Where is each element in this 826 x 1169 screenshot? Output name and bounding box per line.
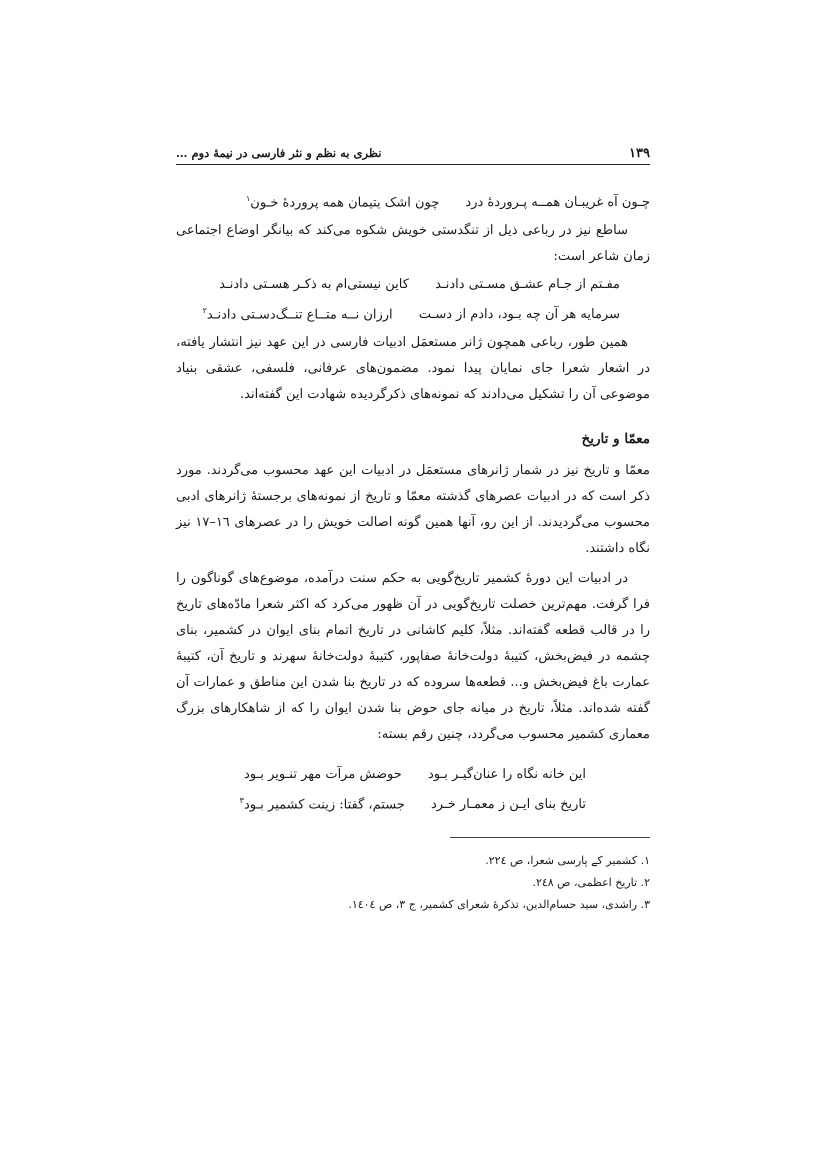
footnote-rule: [450, 837, 650, 838]
verse-couplet-3: [203, 298, 620, 328]
verse-couplet-1: [246, 186, 650, 216]
page-number: ۱۳۹: [629, 146, 650, 161]
verse-hemistich: کاین نیستی‌ام به ذکـر هسـتی دادنـد: [219, 277, 409, 292]
header-rule: [176, 164, 650, 165]
verse-hemistich: چون اشک یتیمان همه پروردهٔ خـون$^۱$: [245, 194, 440, 211]
footnote-marker: ۳: [239, 796, 244, 805]
footnote-marker: ۱: [245, 194, 251, 203]
verse-hemistich: جستم، گفتا: زینت کشمیر بـود$^۳$: [239, 796, 405, 813]
verse-hemistich: سرمایه هر آن چه بـود، دادم از دسـت: [418, 307, 620, 323]
verse-couplet-5: [240, 788, 586, 818]
footnote: ۲. تاریخ اعظمی، ص ۲٤۸.: [532, 876, 650, 889]
paragraph: ساطع نیز در رباعی ذیل از تنگدستی خویش شکوه می‌کند که بیانگر اوضاع اجتماعی زمان شاعر است:: [176, 223, 650, 264]
verse-hemistich: حوضش مرآت مهر تنـویر بـود: [244, 767, 402, 782]
paragraph: معمّا و تاریخ نیز در شمار ژانرهای مستعمَل در ادبیات این عهد محسوب می‌گردند. مورد ذکر است که در ادبیات عصرهای گذشته معمّا و تاریخ از نمونه‌های برجستهٔ ژانرهای ادبی محسوب می‌گردیدند. از این رو، آنها همین گونه اصالت خویش را در عصرهای ۱٦–۱۷ نیز نگاه داشتند.: [176, 463, 650, 556]
paragraph: همین طور، رباعی همچون ژانر مستعمَل ادبیات فارسی در این عهد نیز انتشار یافته، در اشعار شعرا جای نمایان پیدا نمود. مضمون‌های عرفانی، فلسفی، عشقی بنیاد موضوعی آن را تشکیل می‌دادند که نمونه‌های ذکرگردیده شهادت این گفته‌اند.: [176, 335, 650, 402]
verse-hemistich: این خانه نگاه را عنان‌گیـر بـود: [427, 767, 586, 782]
verse-hemistich: چـون آه غریبـان همــه پـروردهٔ درد: [465, 195, 650, 211]
footnote: ۱. کشمیر کے پارسی شعرا، ص ۲۲٤.: [485, 854, 650, 867]
paragraph: در ادبیات این دورهٔ کشمیر تاریخ‌گویی به حکم سنت درآمده، موضوع‌های گوناگون را فرا گرفت. مهم‌ترین خصلت تاریخ‌گویی در آن ظهور می‌کرد که اکثر شعرا مادّه‌های تاریخ را در قالب قطعه گفته‌اند. مثلاً، کلیم کاشانی در تاریخ اتمام بنای ایوان در کشمیر، بنای چشمه در فیض‌بخش، کتیبهٔ دولت‌خانهٔ صفاپور، کتیبهٔ دولت‌خانهٔ سهرند و تاریخ آن، کتیبهٔ عمارت باغ فیض‌بخش و... قطعه‌ها سروده که در تاریخ بنا شدن این مناطق و عمارات آن گفته شده‌اند. مثلاً، تاریخ در میانه جای حوض بنا شدن ایوان را که از شاهکارهای بزرگ معماری کشمیر محسوب می‌گردد، چنین رقم بسته:: [176, 571, 650, 742]
page-header: [176, 146, 650, 164]
footnote: ۳. راشدی، سید حسام‌الدین، تذکرهٔ شعرای کشمیر، ج ۳، ص ۱٤۰٤.: [348, 898, 650, 911]
verse-couplet-2: [219, 272, 620, 298]
footnote-marker: ۲: [202, 306, 207, 315]
footnotes: [176, 850, 650, 916]
verse-couplet-4: [244, 762, 586, 788]
verse-hemistich: ارزان نــه متــاع تنــگ‌دسـتی دادنـد$^۲$: [202, 306, 393, 323]
verse-hemistich: مفـتم از جـام عشـق مسـتی دادنـد: [435, 277, 620, 292]
verse-hemistich: تاریخ بنای ایـن ز معمـار خـرد: [430, 797, 586, 813]
section-heading: معمّا و تاریخ: [581, 431, 650, 447]
running-title: نظری به نظم و نثر فارسی در نیمهٔ دوم …: [176, 146, 382, 160]
